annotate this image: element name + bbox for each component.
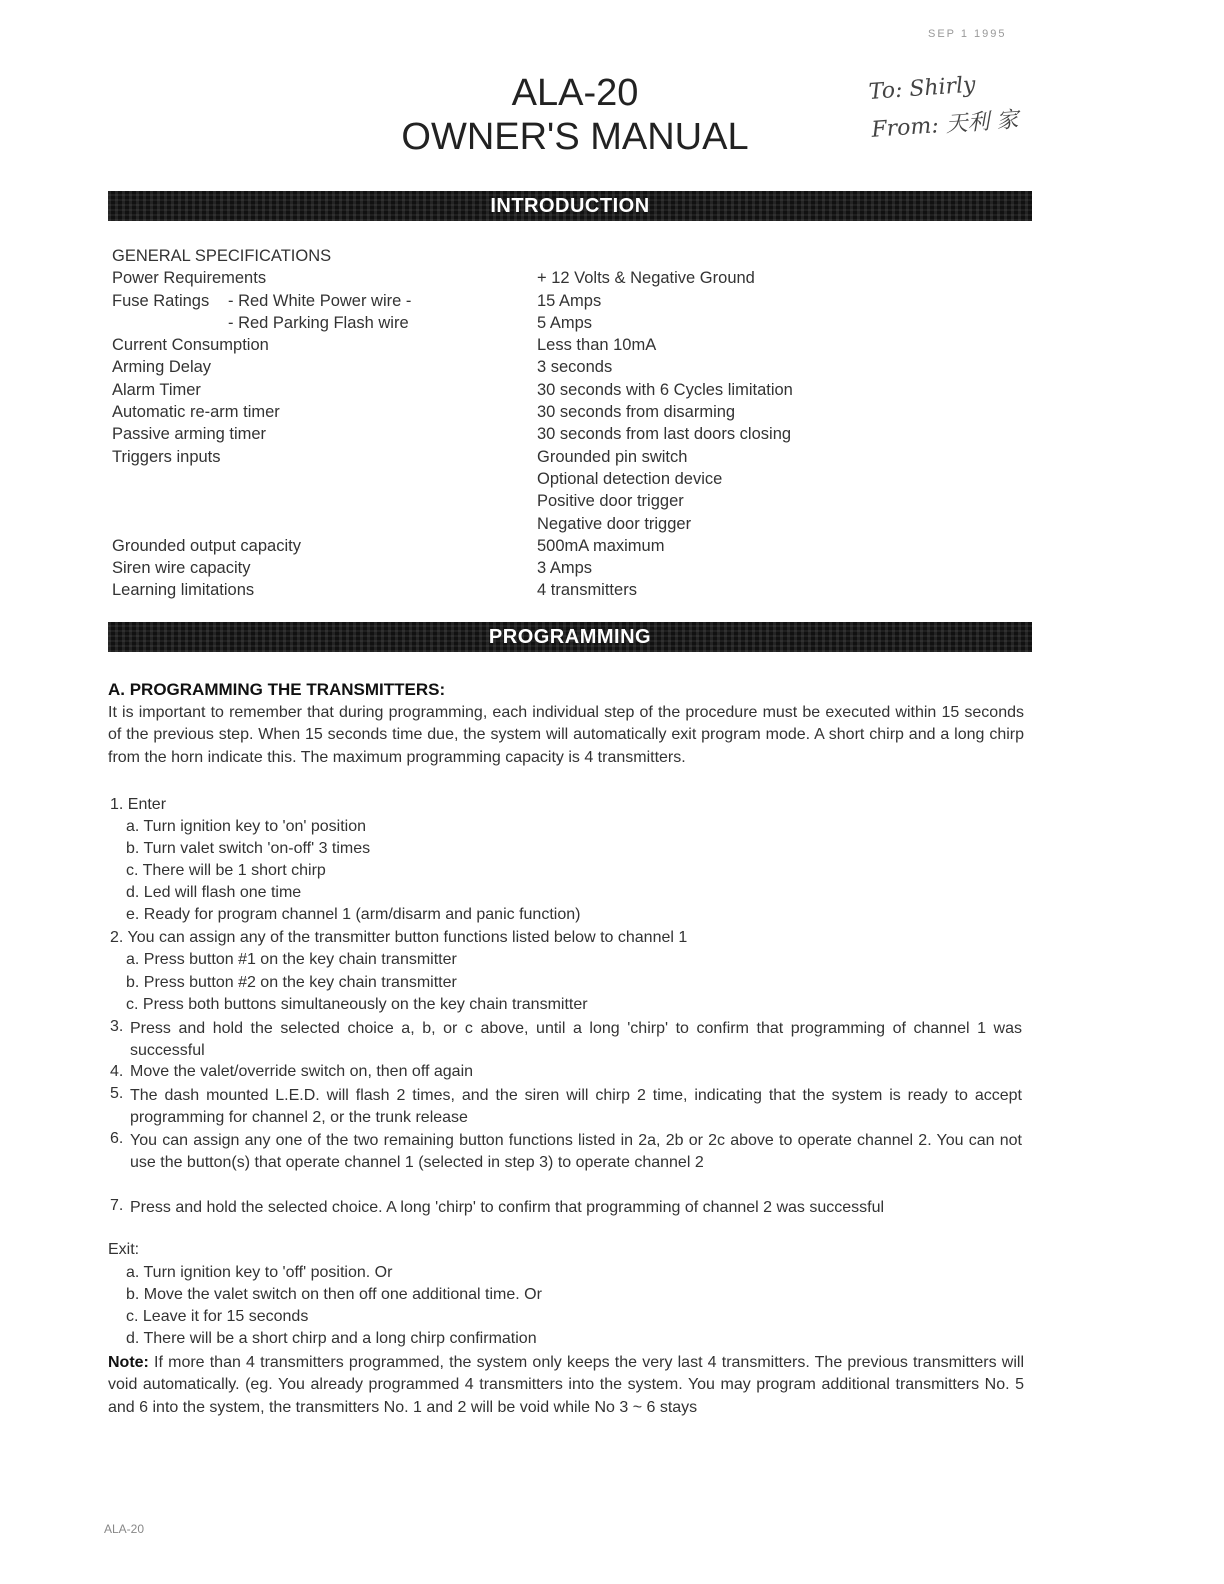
step-6: You can assign any one of the two remaining button functions listed in 2a, 2b or 2c above to operate channel 2. You can not use the button(s) that operate channel 1 (selected in step 3) to operate channel 2 — [130, 1132, 1022, 1172]
programming-intro-paragraph: It is important to remember that during programming, each individual step of the procedure must be executed within 15 seconds of the previous step. When 15 seconds time due, the system will automatically exit program mode. A short chirp and a long chirp from the horn indicate this. The maximum programming capacity is 4 transmitters. — [108, 704, 1024, 766]
handwritten-note-from: From: 天利 家 — [870, 107, 1020, 143]
footer-model-code: ALA-20 — [104, 1522, 145, 1536]
spec-row: Learning limitations 4 transmitters — [112, 581, 637, 600]
list-item: c. Press both buttons simultaneously on the key chain transmitter — [126, 996, 588, 1013]
spec-row: Siren wire capacity 3 Amps — [112, 559, 593, 578]
list-item: c. Leave it for 15 seconds — [126, 1308, 309, 1325]
handwritten-note-to: To: Shirly — [867, 72, 977, 105]
step-7: Press and hold the selected choice. A long 'chirp' to confirm that programming of channel 2 was successful — [130, 1199, 885, 1216]
step-3: Press and hold the selected choice a, b, or c above, until a long 'chirp' to confirm that programming of channel 1 was successful — [130, 1020, 1022, 1060]
note-label: Note: — [108, 1354, 149, 1371]
list-item: b. Move the valet switch on then off one additional time. Or — [126, 1286, 542, 1303]
general-specifications — [112, 245, 1012, 602]
spec-row: Passive arming timer 30 seconds from last doors closing — [112, 425, 792, 444]
list-item: b. Turn valet switch 'on-off' 3 times — [126, 840, 371, 857]
step-7-number: 7. — [110, 1197, 124, 1214]
introduction-section-bar — [108, 191, 1032, 221]
section-a-heading: A. PROGRAMMING THE TRANSMITTERS: — [108, 680, 446, 699]
list-item: a. Press button #1 on the key chain transmitter — [126, 951, 457, 968]
list-item: d. There will be a short chirp and a long chirp confirmation — [126, 1330, 537, 1347]
step-5: The dash mounted L.E.D. will flash 2 times, and the siren will chirp 2 time, indicating that the system is ready to accept programming for channel 2, or the trunk release — [130, 1087, 1022, 1127]
introduction-heading: INTRODUCTION — [490, 195, 650, 217]
list-item: b. Press button #2 on the key chain transmitter — [126, 974, 457, 991]
spec-row: Arming Delay 3 seconds — [112, 358, 613, 377]
list-item: e. Ready for program channel 1 (arm/disarm and panic function) — [126, 906, 581, 923]
step-6-number: 6. — [110, 1130, 124, 1147]
note-text: If more than 4 transmitters programmed, the system only keeps the very last 4 transmitters. The previous transmitters will void automatically. (eg. You already programmed 4 transmitters into the system. You may program additional transmitters No. 5 and 6 into the system, the transmitters No. 1 and 2 will be void while No 3 ~ 6 stays — [108, 1354, 1024, 1416]
spec-row: Triggers inputs Grounded pin switch — [112, 447, 688, 466]
exit-label: Exit: — [108, 1241, 140, 1258]
spec-row: Grounded output capacity 500mA maximum — [112, 536, 665, 555]
handwritten-note — [868, 62, 1043, 150]
step-4: Move the valet/override switch on, then off again — [130, 1063, 474, 1080]
enter-label: 1. Enter — [110, 796, 167, 813]
step-3-number: 3. — [110, 1018, 124, 1035]
spec-row: Fuse Ratings - Red White Power wire - 15 Amps — [112, 291, 602, 310]
list-item: d. Led will flash one time — [126, 884, 302, 901]
document-title-model: ALA-20 — [511, 72, 639, 114]
list-item: a. Turn ignition key to 'on' position — [126, 818, 367, 835]
spec-row: Power Requirements + 12 Volts & Negative Ground — [112, 269, 755, 288]
step-2: 2. You can assign any of the transmitter button functions listed below to channel 1 — [110, 929, 688, 946]
list-item: a. Turn ignition key to 'off' position. Or — [126, 1264, 393, 1281]
specs-heading: GENERAL SPECIFICATIONS — [112, 247, 332, 265]
spec-row: Positive door trigger — [537, 492, 684, 511]
step-5-number: 5. — [110, 1085, 124, 1102]
spec-row: - Red Parking Flash wire 5 Amps — [228, 313, 593, 332]
spec-row: Optional detection device — [537, 469, 723, 488]
spec-row: Current Consumption Less than 10mA — [112, 336, 657, 355]
date-stamp: SEP 1 1995 — [928, 28, 1007, 40]
programming-heading: PROGRAMMING — [488, 626, 652, 648]
step-4-number: 4. — [110, 1063, 124, 1080]
spec-row: Automatic re-arm timer 30 seconds from disarming — [112, 403, 736, 422]
document-title: OWNER'S MANUAL — [401, 116, 749, 158]
spec-row: Negative door trigger — [537, 514, 692, 533]
list-item: c. There will be 1 short chirp — [126, 862, 326, 879]
programming-section-bar — [108, 622, 1032, 652]
note-paragraph — [108, 1352, 1024, 1419]
spec-row: Alarm Timer 30 seconds with 6 Cycles limitation — [112, 380, 793, 399]
